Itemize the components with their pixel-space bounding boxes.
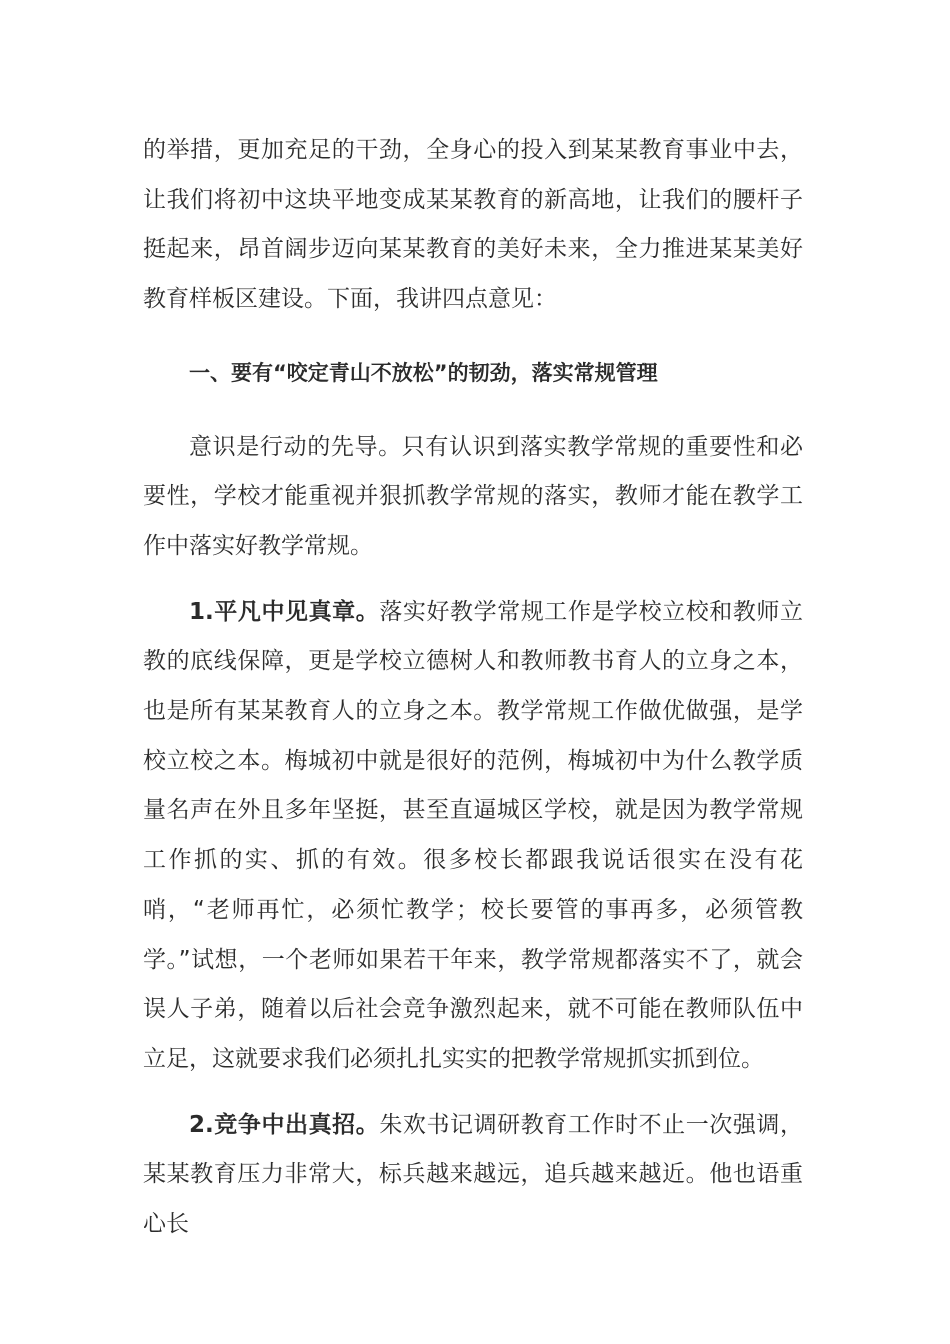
item-1-paragraph [143,588,803,1085]
item-2-lead: 2.竞争中出真招。 [189,1111,380,1138]
item-2-paragraph [143,1101,803,1250]
document-body [143,126,803,1250]
item-1-text: 落实好教学常规工作是学校立校和教师立教的底线保障，更是学校立德树人和教师教书育人的立身之本，也是所有某某教育人的立身之本。教学常规工作做优做强，是学校立校之本。梅城初中就是很好的范例，梅城初中为什么教学质量名声在外且多年坚挺，甚至直逼城区学校，就是因为教学常规工作抓的实、抓的有效。很多校长都跟我说话很实在没有花哨，“老师再忙，必须忙教学；校长要管的事再多，必须管教学。”试想，一个老师如果若干年来，教学常规都落实不了，就会误人子弟，随着以后社会竞争激烈起来，就不可能在教师队伍中立足，这就要求我们必须扎扎实实的把教学常规抓实抓到位。 [143,598,804,1072]
item-1-lead: 1.平凡中见真章。 [189,598,380,625]
section-1-heading: 一、要有“咬定青山不放松”的韧劲，落实常规管理 [189,360,658,385]
section-1-paragraph: 意识是行动的先导。只有认识到落实教学常规的重要性和必要性，学校才能重视并狠抓教学常规的落实，教师才能在教学工作中落实好教学常规。 [143,433,803,559]
intro-paragraph: 的举措，更加充足的干劲，全身心的投入到某某教育事业中去，让我们将初中这块平地变成某某教育的新高地，让我们的腰杆子挺起来，昂首阔步迈向某某教育的美好未来，全力推进某某美好教育样板区建设。下面，我讲四点意见： [143,137,803,313]
item-2-text: 朱欢书记调研教育工作时不止一次强调，某某教育压力非常大，标兵越来越远，追兵越来越近。他也语重心长 [143,1111,804,1238]
